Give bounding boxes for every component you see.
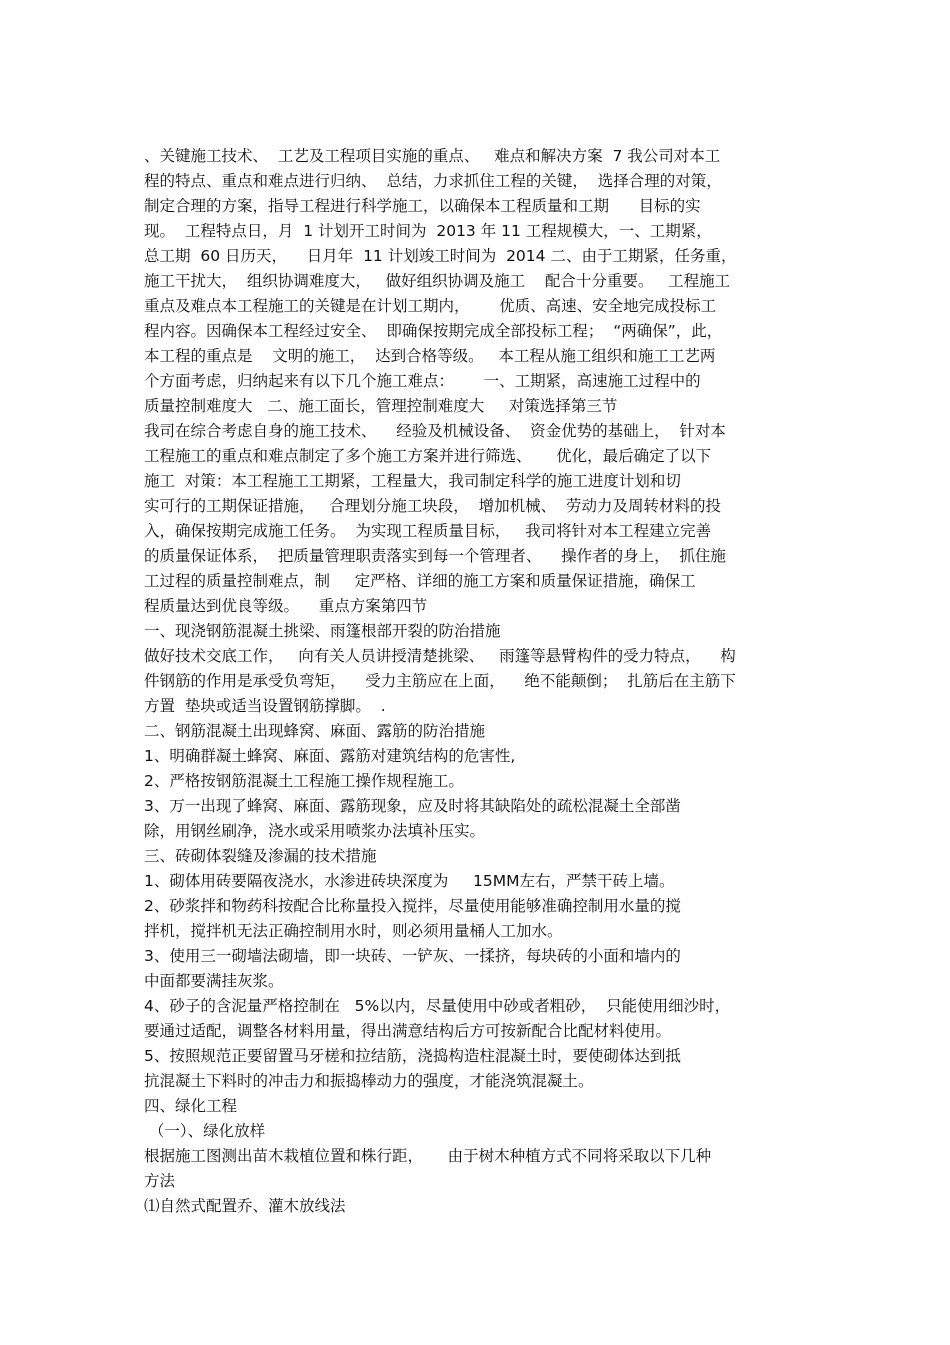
section-heading: 一、现浇钢筋混凝土挑梁、雨篷根部开裂的防治措施 (144, 622, 501, 640)
text-line: 程内容。因确保本工程经过安全、 即确保按期完成全部投标工程； “两确保”，此， (144, 322, 723, 340)
text-line: 、关键施工技术、 工艺及工程项目实施的重点、 难点和解决方案 7 我公司对本工 (144, 147, 721, 165)
text-line: 要通过适配，调整各材料用量，得出满意结构后方可按新配合比配材料使用。 (144, 1022, 672, 1040)
section-heading: 三、砖砌体裂缝及渗漏的技术措施 (144, 847, 377, 865)
text-line: 程的特点、重点和难点进行归纳、 总结，力求抓住工程的关键， 选择合理的对策， (144, 172, 722, 190)
list-item: 1、砌体用砖要隔夜浇水，水渗进砖块深度为 15MM左右，严禁干砖上墙。 (144, 872, 675, 890)
list-item: 4、砂子的含泥量严格控制在 5%以内，尽量使用中砂或者粗砂， 只能使用细沙时， (144, 997, 731, 1015)
list-item: 3、万一出现了蜂窝、麻面、露筋现象，应及时将其缺陷处的疏松混凝土全部凿 (144, 797, 681, 815)
text-line: 根据施工图测出苗木栽植位置和株行距， 由于树木种植方式不同将采取以下几种 (144, 1147, 712, 1165)
text-line: 质量控制难度大 二、施工面长，管理控制难度大 对策选择第三节 (144, 397, 618, 415)
list-item: ⑴自然式配置乔、灌木放线法 (144, 1197, 346, 1215)
list-item: 1、明确群凝土蜂窝、麻面、露筋对建筑结构的危害性, (144, 747, 516, 765)
text-line: 施工干扰大， 组织协调难度大， 做好组织协调及施工 配合十分重要。 工程施工 (144, 272, 731, 290)
text-line: 现。 工程特点日，月 1 计划开工时间为 2013 年 11 工程规模大，一、工期紧， (144, 222, 712, 240)
text-line: 抗混凝土下料时的冲击力和振捣棒动力的强度，才能浇筑混凝土。 (144, 1072, 594, 1090)
text-line: 工程施工的重点和难点制定了多个施工方案并进行筛选、 优化，最后确定了以下 (144, 447, 712, 465)
subsection-heading: （一）、绿化放样 (144, 1122, 266, 1140)
list-item: 5、按照规范正要留置马牙槎和拉结筋，浇捣构造柱混凝土时，要使砌体达到抵 (144, 1047, 681, 1065)
text-line: 的质量保证体系， 把质量管理职责落实到每一个管理者、 操作者的身上， 抓住施 (144, 547, 726, 565)
text-line: 工过程的质量控制难点，制 定严格、详细的施工方案和质量保证措施，确保工 (144, 572, 696, 590)
text-line: 制定合理的方案，指导工程进行科学施工，以确保本工程质量和工期 目标的实 (144, 197, 701, 215)
text-line: 方置 垫块或适当设置钢筋撑脚。 . (144, 697, 386, 715)
text-line: 入，确保按期完成施工任务。 为实现工程质量目标， 我司将针对本工程建立完善 (144, 522, 712, 540)
text-line: 总工期 60 日历天， 日月年 11 计划竣工时间为 2014 二、由于工期紧，任务重， (144, 247, 737, 265)
section-heading: 四、绿化工程 (144, 1097, 238, 1115)
text-line: 本工程的重点是 文明的施工， 达到合格等级。 本工程从施工组织和施工工艺两 (144, 347, 716, 365)
text-line: 中面都要满挂灰浆。 (144, 972, 284, 990)
list-item: 3、使用三一砌墙法砌墙，即一块砖、一铲灰、一揉挤，每块砖的小面和墙内的 (144, 947, 681, 965)
list-item: 2、砂浆拌和物药科按配合比称量投入搅拌，尽量使用能够准确控制用水量的搅 (144, 897, 681, 915)
text-line: 实可行的工期保证措施， 合理划分施工块段， 增加机械、 劳动力及周转材料的投 (144, 497, 721, 515)
text-line: 拌机，搅拌机无法正确控制用水时，则必须用量桶人工加水。 (144, 922, 563, 940)
text-line: 方法 (144, 1172, 176, 1190)
text-line: 施工 对策：本工程施工工期紧，工程量大，我司制定科学的施工进度计划和切 (144, 472, 681, 490)
text-line: 件钢筋的作用是承受负弯矩， 受力主筋应在上面， 绝不能颠倒； 扎筋后在主筋下 (144, 672, 736, 690)
text-line: 我司在综合考虑自身的施工技术、 经验及机械设备、 资金优势的基础上， 针对本 (144, 422, 726, 440)
section-heading: 二、钢筋混凝土出现蜂窝、麻面、露筋的防治措施 (144, 722, 486, 740)
text-line: 做好技术交底工作， 向有关人员讲授清楚挑梁、 雨篷等悬臂构件的受力特点， 构 (144, 647, 736, 665)
text-line: 除，用钢丝刷净，浇水或采用喷浆办法填补压实。 (144, 822, 486, 840)
text-line: 重点及难点本工程施工的关键是在计划工期内， 优质、高速、安全地完成投标工 (144, 297, 717, 315)
text-line: 程质量达到优良等级。 重点方案第四节 (144, 597, 428, 615)
list-item: 2、严格按钢筋混凝土工程施工操作规程施工。 (144, 772, 464, 790)
text-line: 个方面考虑，归纳起来有以下几个施工难点： 一、工期紧，高速施工过程中的 (144, 372, 701, 390)
